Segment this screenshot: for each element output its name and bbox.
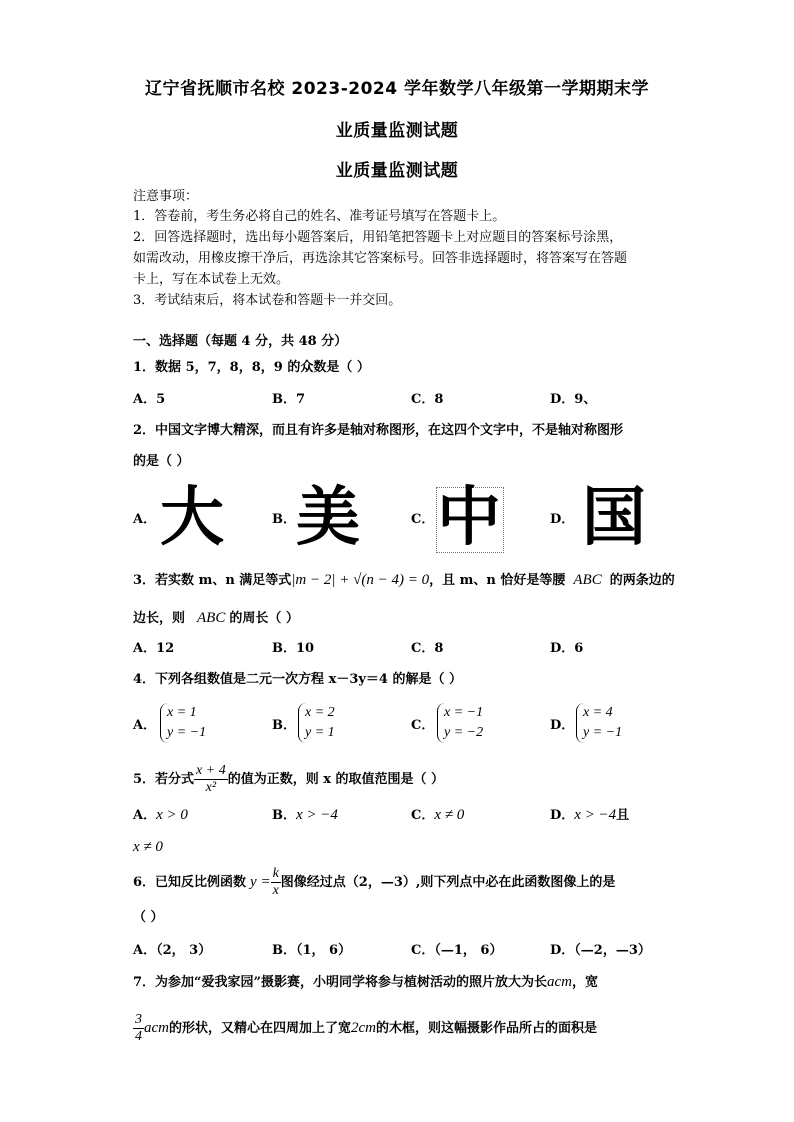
q6-option-c: C．（—1， 6）: [411, 943, 503, 958]
q1-option-a: A．5: [133, 392, 166, 407]
q3-stem2-pre: 边长，则: [133, 611, 186, 626]
q6-func-lhs: y =: [250, 874, 271, 890]
q4-option-a-label: A．: [133, 718, 157, 733]
notice-item-2b: 如需改动，用橡皮擦干净后，再选涂其它答案标号。回答非选择题时，将答案写在答题: [133, 251, 628, 266]
q3-stem-post: 的两条边的: [609, 573, 675, 588]
q3-option-d: D．6: [550, 641, 584, 656]
q4-stem: 4．下列各组数值是二元一次方程 x－3y＝4 的解是（ ）: [133, 672, 463, 687]
section-heading: 一、选择题（每题 4 分，共 48 分）: [133, 334, 348, 349]
q1-option-c: C．8: [411, 392, 444, 407]
q3-option-c: C．8: [411, 641, 444, 656]
q4-option-b-label: B．: [272, 718, 296, 733]
q7-stem2-mid: 的形状，又精心在四周加上了宽: [169, 1021, 352, 1036]
q3-stem-pre: 3．若实数 m、n 满足等式: [133, 573, 292, 588]
q5-a-expr: x > 0: [156, 807, 188, 823]
q7-stem1-pre: 7．为参加“爱我家园”摄影赛，小明同学将参与植树活动的照片放大为长: [133, 975, 548, 990]
q6-frac-den: x: [272, 883, 279, 898]
q6-stem-line2: （ ）: [133, 910, 164, 925]
q5-stem: [133, 762, 444, 798]
q5-option-c: [411, 806, 464, 825]
q4-c-eq2: y = −2: [444, 725, 484, 740]
q2-glyph-zhong: 中: [437, 481, 501, 555]
exam-title-line2: 业质量监测试题: [335, 121, 459, 141]
notice-heading: 注意事项：: [133, 189, 199, 204]
q2-option-b-label: B．: [272, 512, 296, 527]
q4-option-c-system: [437, 703, 483, 743]
q4-option-d-system: [576, 703, 622, 743]
q2-stem-line1: 2．中国文字博大精深，而且有许多是轴对称图形，在这四个文字中，不是轴对称图形: [133, 423, 624, 438]
q5-option-d: [550, 806, 629, 825]
q7-stem1-post: ，宽: [572, 975, 599, 990]
q6-stem-post: 图像经过点（2，—3）,则下列点中必在此函数图像上的是: [280, 875, 616, 890]
q3-stem-line1: [133, 571, 675, 590]
q5-option-a: [133, 806, 188, 825]
q5-d-cont-expr: x ≠ 0: [133, 839, 163, 855]
q4-a-eq2: y = −1: [167, 725, 207, 740]
q5-frac-den: x²: [205, 780, 217, 795]
exam-title-line3: 业质量监测试题: [335, 161, 459, 181]
q5-d-expr: x > −4: [574, 807, 617, 823]
q3-stem-mid: ，且 m、n 恰好是等腰: [429, 573, 566, 588]
q6-option-a: A．（2， 3）: [133, 943, 212, 958]
q3-option-b: B．10: [272, 641, 315, 656]
q7-frac-den: 4: [135, 1029, 142, 1044]
q2-stem-line2: 的是（ ）: [133, 454, 190, 469]
q2-glyph-guo: 国: [582, 481, 646, 555]
q4-b-eq1: x = 2: [305, 705, 335, 720]
q5-option-d-cont: [133, 838, 163, 857]
q7-stem2-post: 的木框，则这幅摄影作品所占的面积是: [376, 1021, 598, 1036]
q5-stem-pre: 5．若分式: [133, 772, 195, 787]
q4-d-eq1: x = 4: [583, 705, 613, 720]
notice-item-1: 1．答卷前，考生务必将自己的姓名、准考证号填写在答题卡上。: [133, 209, 506, 224]
q4-option-c-label: C．: [411, 718, 435, 733]
q6-stem-pre: 6．已知反比例函数: [133, 875, 247, 890]
q5-c-expr: x ≠ 0: [434, 807, 465, 823]
q4-d-eq2: y = −1: [583, 725, 623, 740]
q3-triangle-2: ABC: [197, 610, 226, 626]
q2-glyph-da: 大: [160, 481, 224, 555]
q1-option-b: B．7: [272, 392, 306, 407]
q7-fraction: [133, 1012, 144, 1045]
q3-stem-line2: [133, 609, 299, 628]
q5-fraction: [194, 763, 228, 796]
q6-option-d: D．（—2，—3）: [550, 943, 651, 958]
q7-width: acm: [144, 1020, 169, 1036]
q7-length: acm: [547, 974, 573, 990]
q6-stem: [133, 864, 615, 901]
q2-option-d-label: D．: [550, 512, 575, 527]
q4-option-b-system: [298, 703, 335, 743]
q6-frac-num: k: [272, 866, 279, 881]
q5-d-label: D．: [550, 808, 575, 823]
q3-stem2-post: 的周长（ ）: [229, 611, 299, 626]
q4-c-eq1: x = −1: [444, 705, 484, 720]
q1-stem: 1．数据 5，7，8，8，9 的众数是（ ）: [133, 360, 370, 375]
q5-d-suffix: 且: [616, 808, 630, 823]
q7-frame-width: 2cm: [351, 1020, 377, 1036]
q5-c-label: C．: [411, 808, 435, 823]
q7-frac-num: 3: [135, 1012, 142, 1027]
q5-b-expr: x > −4: [296, 807, 338, 823]
notice-item-3: 3．考试结束后，将本试卷和答题卡一并交回。: [133, 293, 402, 308]
q6-fraction: [271, 866, 281, 899]
notice-item-2a: 2．回答选择题时，选出每小题答案后，用铅笔把答题卡上对应题目的答案标号涂黑，: [133, 230, 623, 245]
q4-a-eq1: x = 1: [167, 705, 197, 720]
q7-stem-line1: [133, 973, 598, 992]
q5-frac-num: x + 4: [196, 763, 226, 778]
notice-item-2c: 卡上，写在本试卷上无效。: [133, 272, 290, 287]
q5-option-b: [272, 806, 338, 825]
exam-title-line1: 辽宁省抚顺市名校 2023-2024 学年数学八年级第一学期期末学: [144, 79, 650, 99]
q3-equation: |m − 2| + √(n − 4) = 0: [291, 572, 430, 588]
q7-stem-line2: [133, 1010, 597, 1047]
q2-glyph-mei: 美: [296, 481, 360, 555]
q5-a-label: A．: [133, 808, 157, 823]
q6-option-b: B．（1， 6）: [272, 943, 352, 958]
q3-option-a: A．12: [133, 641, 175, 656]
q4-option-d-label: D．: [550, 718, 575, 733]
q5-stem-post: 的值为正数，则 x 的取值范围是（ ）: [227, 772, 445, 787]
q5-b-label: B．: [272, 808, 296, 823]
q2-option-c-label: C．: [411, 512, 435, 527]
q4-b-eq2: y = 1: [305, 725, 335, 740]
q1-option-d: D．9、: [550, 392, 597, 407]
q2-option-a-label: A．: [133, 512, 157, 527]
q4-option-a-system: [160, 703, 206, 743]
q3-triangle-1: ABC: [573, 572, 602, 588]
